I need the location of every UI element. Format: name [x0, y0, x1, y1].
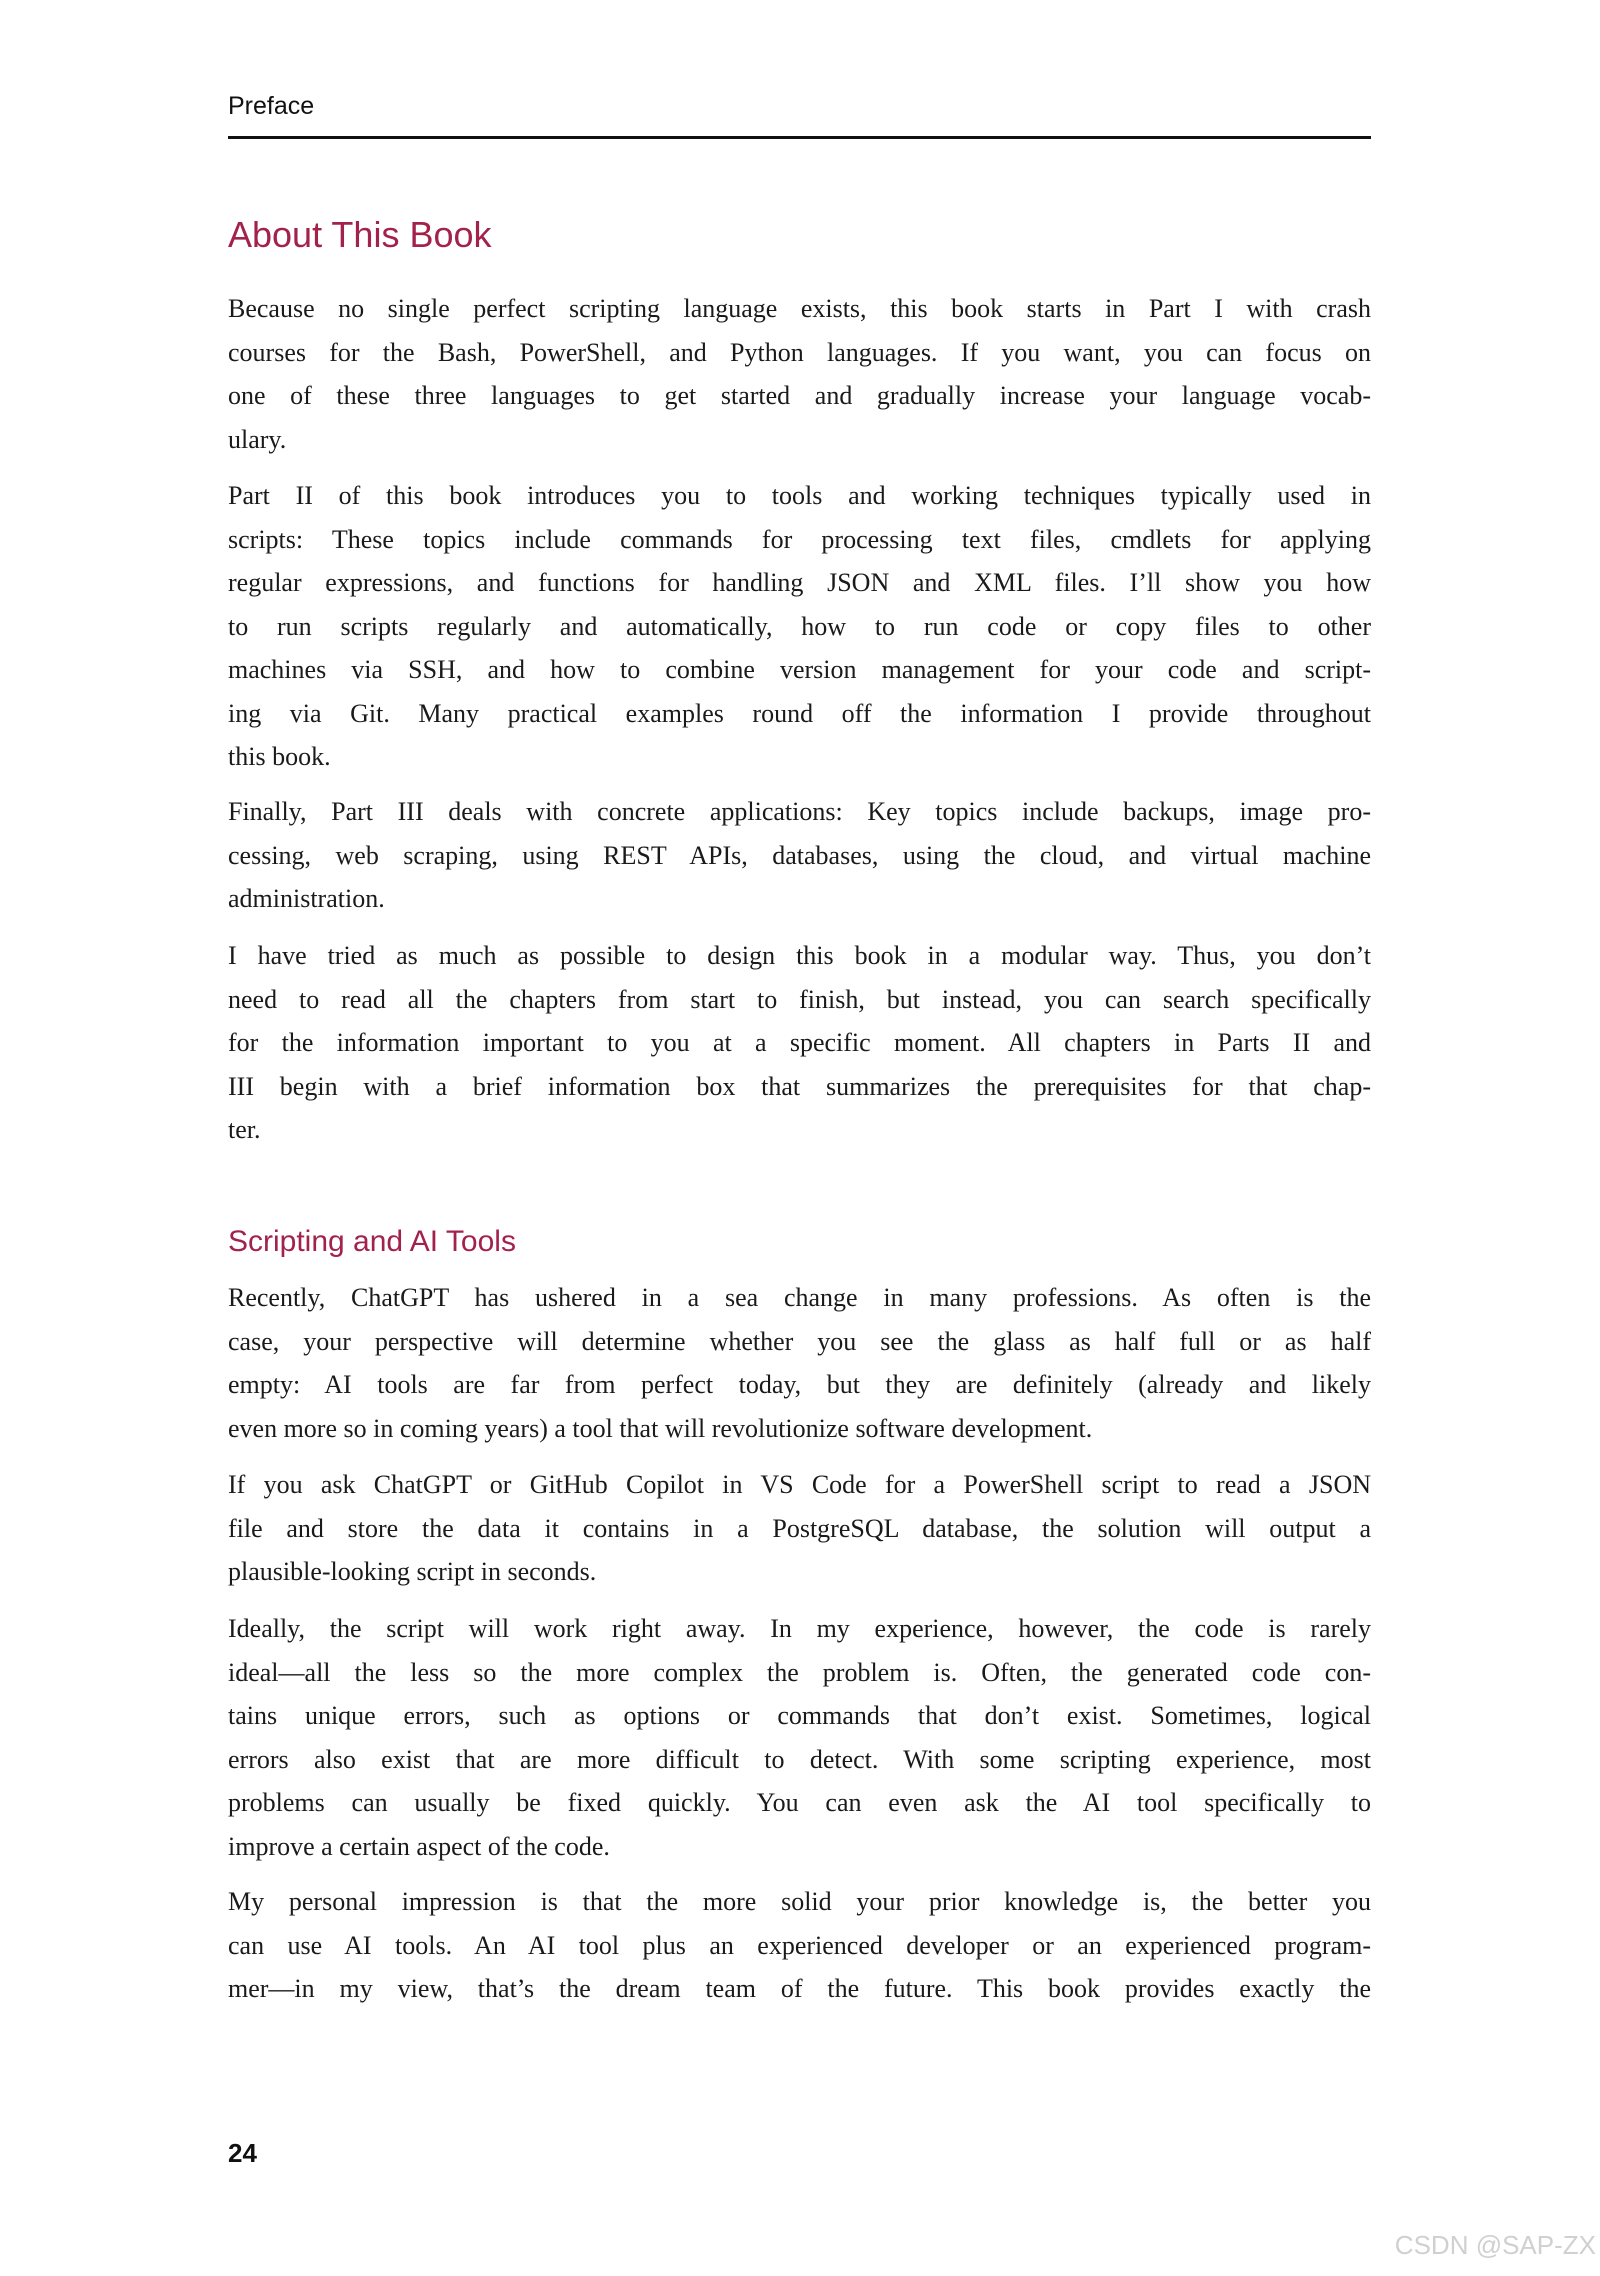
text-line: errors also exist that are more difficult to detect. With some scripting experience, most — [228, 1744, 1371, 1774]
watermark: CSDN @SAP-ZX — [1394, 2230, 1596, 2260]
text-line: My personal impression is that the more solid your prior knowledge is, the better you — [228, 1887, 1371, 1916]
running-header: Preface — [228, 92, 315, 120]
text-line: If you ask ChatGPT or GitHub Copilot in VS Code for a PowerShell script to read a JSON — [228, 1470, 1371, 1499]
text-line: improve a certain aspect of the code. — [228, 1831, 610, 1861]
page-number: 24 — [228, 2138, 257, 2168]
text-line: to run scripts regularly and automatically, how to run code or copy files to other — [228, 611, 1371, 641]
text-line: ter. — [228, 1115, 261, 1144]
body-paragraph — [228, 1607, 1371, 1868]
text-line: can use AI tools. An AI tool plus an experienced developer or an experienced program- — [228, 1930, 1371, 1960]
body-paragraph — [228, 790, 1371, 921]
text-line: ing via Git. Many practical examples round off the information I provide throughout — [228, 698, 1371, 728]
text-line: for the information important to you at a specific moment. All chapters in Parts II and — [228, 1028, 1371, 1057]
text-line: cessing, web scraping, using REST APIs, databases, using the cloud, and virtual machine — [228, 840, 1371, 870]
text-line: empty: AI tools are far from perfect today, but they are definitely (already and likely — [228, 1370, 1371, 1399]
subsection-heading: Scripting and AI Tools — [228, 1225, 516, 1258]
text-line: case, your perspective will determine whether you see the glass as half full or as half — [228, 1326, 1371, 1356]
text-line: plausible-looking script in seconds. — [228, 1557, 597, 1586]
section-heading: About This Book — [228, 214, 492, 255]
text-line: I have tried as much as possible to design this book in a modular way. Thus, you don’t — [228, 941, 1371, 970]
body-paragraph — [228, 1463, 1371, 1594]
body-paragraph — [228, 474, 1371, 779]
body-paragraph — [228, 1880, 1371, 2011]
text-line: III begin with a brief information box that summarizes the prerequisites for that chap- — [228, 1071, 1371, 1101]
text-line: regular expressions, and functions for handling JSON and XML files. I’ll show you how — [228, 568, 1371, 597]
body-paragraph — [228, 934, 1371, 1152]
text-line: this book. — [228, 742, 331, 771]
text-line: one of these three languages to get started and gradually increase your language vocab- — [228, 381, 1371, 410]
text-line: ideal—all the less so the more complex the problem is. Often, the generated code con- — [228, 1657, 1371, 1687]
text-line: tains unique errors, such as options or commands that don’t exist. Sometimes, logical — [228, 1701, 1371, 1730]
text-line: courses for the Bash, PowerShell, and Python languages. If you want, you can focus on — [228, 337, 1371, 367]
text-line: Ideally, the script will work right away. In my experience, however, the code is rarely — [228, 1614, 1371, 1643]
text-line: Part II of this book introduces you to tools and working techniques typically used in — [228, 481, 1371, 510]
text-line: Because no single perfect scripting language exists, this book starts in Part I with crash — [228, 294, 1371, 323]
text-line: file and store the data it contains in a PostgreSQL database, the solution will output a — [228, 1513, 1371, 1543]
text-line: machines via SSH, and how to combine version management for your code and script- — [228, 655, 1371, 684]
body-paragraph — [228, 287, 1371, 461]
body-paragraph — [228, 1276, 1371, 1450]
text-line: administration. — [228, 884, 385, 913]
text-line: ulary. — [228, 424, 287, 454]
text-line: Recently, ChatGPT has ushered in a sea change in many professions. As often is the — [228, 1283, 1371, 1312]
text-line: even more so in coming years) a tool that will revolutionize software development. — [228, 1413, 1093, 1443]
text-line: problems can usually be fixed quickly. You can even ask the AI tool specifically to — [228, 1788, 1371, 1817]
text-line: mer—in my view, that’s the dream team of the future. This book provides exactly the — [228, 1974, 1371, 2003]
text-line: Finally, Part III deals with concrete applications: Key topics include backups, image pro- — [228, 797, 1371, 826]
text-line: scripts: These topics include commands for processing text files, cmdlets for applying — [228, 524, 1371, 554]
header-rule — [228, 136, 1371, 139]
text-line: need to read all the chapters from start to finish, but instead, you can search specifically — [228, 984, 1371, 1014]
